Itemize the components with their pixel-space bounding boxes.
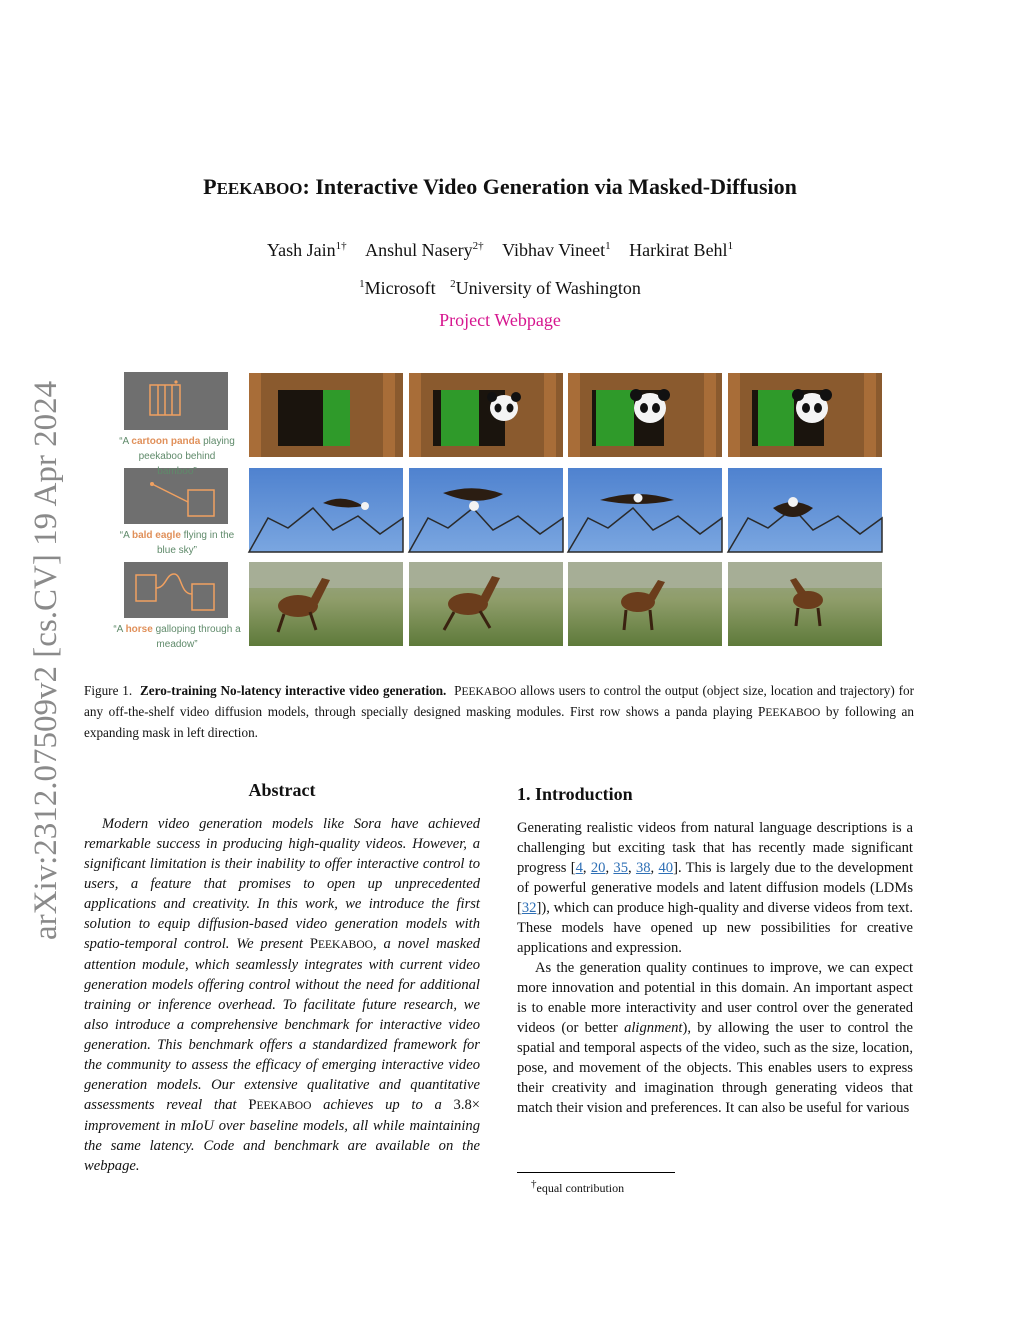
- panda-frame: [728, 373, 882, 457]
- abstract-heading: Abstract: [248, 780, 316, 800]
- figure-caption: Figure 1. Zero-training No-latency interactive video generation. PEEKABOO allows users to control the output (object size, location and trajectory) for any off-the-shelf video diffusion models, through specially designed masking modules. First row shows a panda playing PEEKABOO by following an expanding mask in left direction.: [84, 683, 915, 740]
- arxiv-identifier-stamp: [22, 330, 66, 950]
- citation-link[interactable]: 20: [590, 860, 606, 876]
- row-prompt-horse: “A horse galloping through a meadow”: [113, 624, 241, 650]
- affiliation: $^2$University of Washington: [450, 278, 641, 298]
- author: Anshul Nasery$^{2\dagger}$: [365, 240, 484, 260]
- row-prompt-eagle: “A bald eagle flying in the blue sky”: [119, 530, 235, 556]
- horse-frame: [728, 562, 882, 646]
- title-sc-first: P: [203, 174, 217, 199]
- paper-title: [0, 174, 1000, 200]
- intro-paragraph: Generating realistic videos from natural language descriptions is a challenging but exciting task that has recently made significant progress [4, 20, 35, 38, 40]. This is largely due to the development of powerful generative models and latent diffusion models (LDMs [32]), which can produce high-quality and diverse videos from text. These models have opened up new possibilities for creative applications and expression.: [517, 820, 913, 956]
- introduction-heading: 1. Introduction: [517, 784, 633, 804]
- panda-frame: [409, 373, 563, 457]
- citation-link[interactable]: 40: [658, 860, 674, 876]
- intro-paragraph: As the generation quality continues to improve, we can expect more innovation and potential in this domain. An important aspect is to enable more interactivity and user control over the generated videos (or better alignment), by allowing the user to control the spatial and temporal aspects of the video, such as the size, location, pose, and movement of the objects. This enables users to express their creativity and imagination through generating videos that match their vision and preferences. It can also be useful for various: [517, 960, 913, 1116]
- horse-mask-panel: [124, 562, 228, 618]
- title-rest: : Interactive Video Generation via Masked-Diffusion: [302, 174, 797, 199]
- citation-link[interactable]: 4: [575, 860, 583, 876]
- panda-mask-panel: [124, 372, 228, 430]
- author: Harkirat Behl$^1$: [629, 240, 734, 260]
- footnote-divider: [517, 1172, 675, 1173]
- eagle-frame: [568, 468, 722, 552]
- citation-link[interactable]: 35: [613, 860, 628, 876]
- horse-frame: [409, 562, 563, 646]
- citation-link[interactable]: 32: [521, 900, 537, 916]
- footnote: †equal contribution: [531, 1178, 625, 1195]
- eagle-frame: [409, 468, 563, 552]
- horse-frame: [568, 562, 722, 646]
- eagle-frame: [728, 468, 882, 552]
- title-sc-rest: EEKABOO: [216, 179, 303, 198]
- affiliation-list: [0, 278, 1000, 299]
- caption-label: Figure 1.: [84, 683, 133, 698]
- panda-frame: [568, 373, 722, 457]
- panda-frame: [249, 373, 403, 457]
- project-webpage-link[interactable]: Project Webpage: [439, 310, 561, 330]
- citation-link[interactable]: 38: [635, 860, 651, 876]
- figure-1-graphic: [118, 368, 888, 650]
- author: Vibhav Vineet$^1$: [502, 240, 611, 260]
- introduction-body: [517, 818, 913, 1118]
- affiliation: $^1$Microsoft: [359, 278, 436, 298]
- arxiv-identifier-text: arXiv:2312.07509v2 [cs.CV] 19 Apr 2024: [28, 380, 64, 940]
- author: Yash Jain$^{1\dagger}$: [266, 240, 347, 260]
- author-list: [0, 240, 1000, 261]
- row-prompt-panda: “A cartoon panda playing peekaboo behind bamboo”: [119, 436, 235, 477]
- caption-bold-title: Zero-training No-latency interactive video generation.: [139, 683, 447, 698]
- abstract-body: Modern video generation models like Sora have achieved remarkable success in producing high-quality videos. However, a significant limitation is their inability to offer interactive control to users, a feature that promises to open up unprecedented applications and creativity. In this work, we introduce the first solution to equip diffusion-based video generation models with spatio-temporal control. We present PEEKABOO, a novel masked attention module, which seamlessly integrates with current video generation models offering control without the need for additional training or inference overhead. To facilitate future research, we also introduce a comprehensive benchmark for interactive video generation. This benchmark offers a standardized framework for the community to assess the efficacy of emerging interactive video generation models. Our extensive qualitative and quantitative assessments reveal that PEEKABOO achieves up to a 3.8× improvement in mIoU over baseline models, all while maintaining the same latency. Code and benchmark are available on the webpage.: [84, 816, 480, 1174]
- figure-1: [113, 368, 888, 650]
- horse-frame: [249, 562, 403, 646]
- eagle-frame: [249, 468, 403, 552]
